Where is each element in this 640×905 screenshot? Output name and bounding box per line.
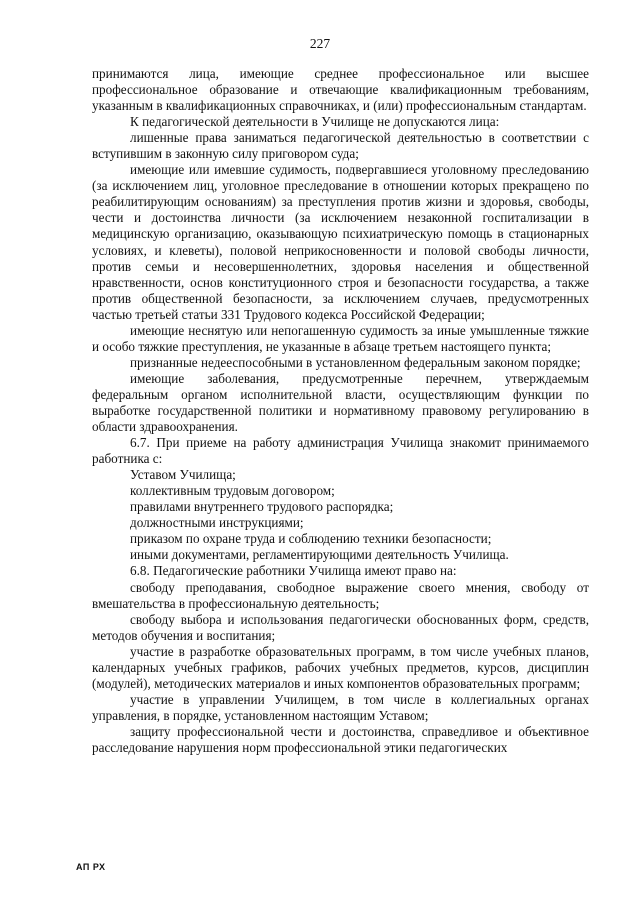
paragraph: коллективным трудовым договором; bbox=[130, 483, 335, 499]
paragraph: принимаются лица, имеющие среднее профессиональное или высшее профессиональное образование и отвечающие квалификационным требованиям, указанным в квалификационных справочниках, и (или) профессиональным стандартам. bbox=[92, 66, 589, 114]
paragraph: имеющие неснятую или непогашенную судимость за иные умышленные тяжкие и особо тяжкие преступления, не указанные в абзаце третьем настоящего пункта; bbox=[92, 322, 589, 354]
paragraph: защиту профессиональной чести и достоинства, справедливое и объективное расследование нарушения норм профессиональной этики педагогических bbox=[92, 723, 589, 755]
paragraph: признанные недееспособными в установленном федеральным законом порядке; bbox=[130, 354, 581, 370]
paragraph: 6.8. Педагогические работники Училища имеют право на: bbox=[130, 563, 457, 579]
paragraph: 6.7. При приеме на работу администрация Училища знакомит принимаемого работника с: bbox=[92, 435, 589, 467]
paragraph: свободу выбора и использования педагогически обоснованных форм, средств, методов обучения и воспитания; bbox=[92, 611, 589, 643]
paragraph: К педагогической деятельности в Училище не допускаются лица: bbox=[130, 114, 500, 130]
page-number: 227 bbox=[309, 36, 331, 51]
paragraph: правилами внутреннего трудового распорядка; bbox=[130, 499, 394, 515]
paragraph: приказом по охране труда и соблюдению техники безопасности; bbox=[130, 531, 492, 547]
paragraph: Уставом Училища; bbox=[130, 467, 236, 483]
paragraph: должностными инструкциями; bbox=[130, 515, 304, 531]
paragraph: участие в разработке образовательных программ, в том числе учебных планов, календарных учебных графиков, рабочих учебных предметов, курсов, дисциплин (модулей), методических материалов и иных компонентов образовательных программ; bbox=[92, 643, 589, 691]
paragraph: имеющие заболевания, предусмотренные перечнем, утверждаемым федеральным органом исполнительной власти, осуществляющим функции по выработке государственной политики и нормативному правовому регулированию в области здравоохранения. bbox=[92, 370, 589, 435]
paragraph: участие в управлении Училищем, в том числе в коллегиальных органах управления, в порядке, установленном настоящим Уставом; bbox=[92, 691, 589, 723]
paragraph: имеющие или имевшие судимость, подвергавшиеся уголовному преследованию (за исключением лиц, уголовное преследование в отношении которых прекращено по реабилитирующим основаниям) за преступления против жизни и здоровья, свободы, чести и достоинства личности (за исключением незаконной госпитализации в медицинскую организацию, оказывающую психиатрическую помощь в стационарных условиях, и клеветы), половой неприкосновенности и половой свободы личности, против семьи и несовершеннолетних, здоровья населения и общественной нравственности, основ конституционного строя и безопасности государства, а также против общественной безопасности, за исключением случаев, предусмотренных частью третьей статьи 331 Трудового кодекса Российской Федерации; bbox=[92, 162, 589, 322]
paragraph: лишенные права заниматься педагогической деятельностью в соответствии с вступившим в законную силу приговором суда; bbox=[92, 130, 589, 162]
paragraph: иными документами, регламентирующими деятельность Училища. bbox=[130, 547, 509, 563]
document-body bbox=[92, 66, 589, 756]
paragraph: свободу преподавания, свободное выражение своего мнения, свободу от вмешательства в профессиональную деятельность; bbox=[92, 579, 589, 611]
footer-mark: АП РХ bbox=[76, 862, 106, 872]
